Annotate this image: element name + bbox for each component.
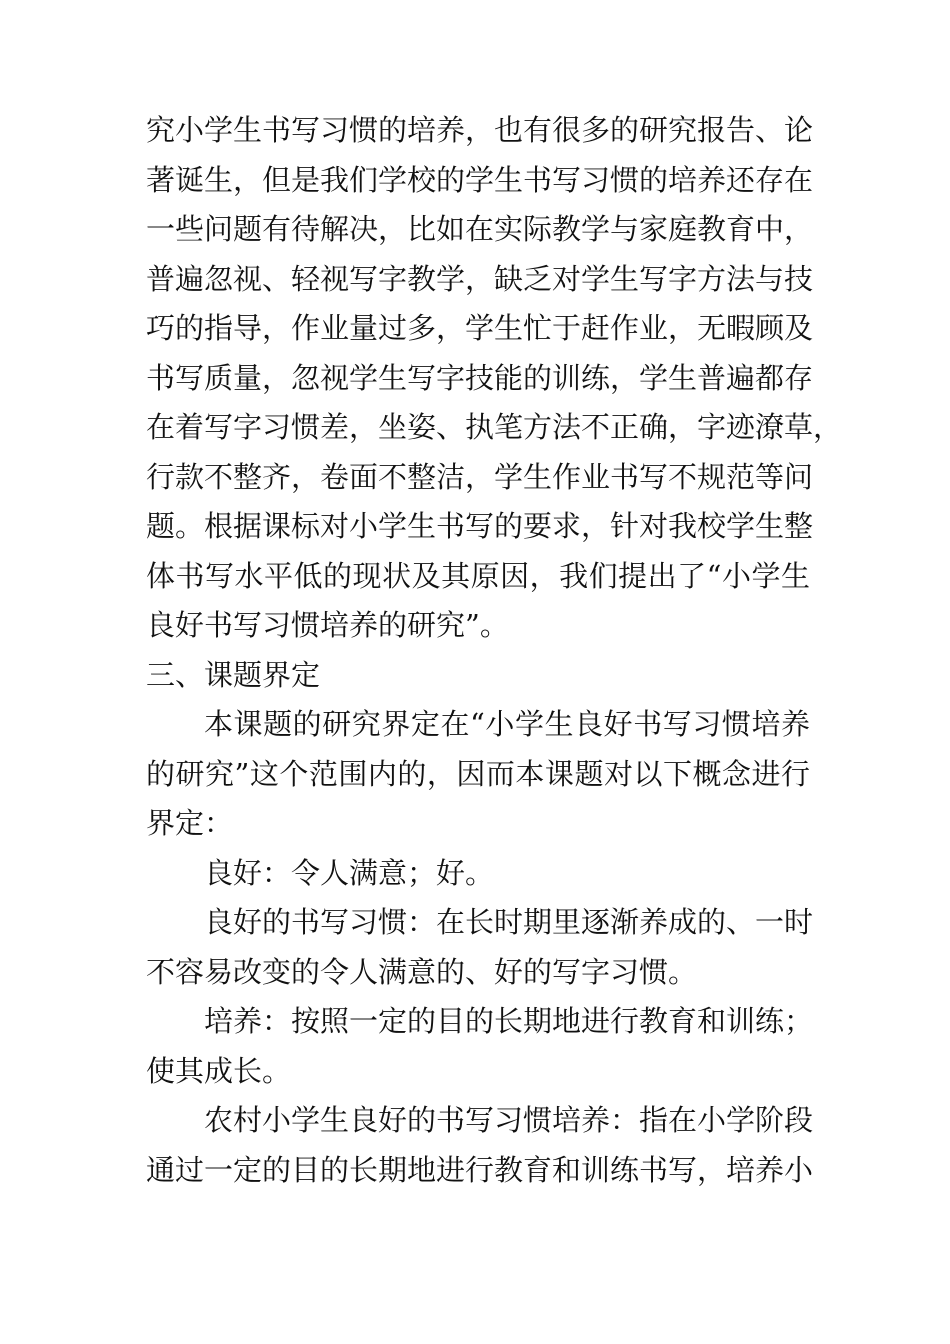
text-line: 培养：按照一定的目的长期地进行教育和训练；: [204, 1004, 814, 1038]
text-line: 农村小学生良好的书写习惯培养：指在小学阶段: [204, 1103, 814, 1137]
paragraph-2: [146, 700, 810, 849]
definition-cultivation: [146, 997, 814, 1096]
text-line: 界定：: [146, 806, 234, 840]
text-line: 巧的指导，作业量过多，学生忙于赶作业，无暇顾及: [146, 311, 814, 345]
text-line: 著诞生，但是我们学校的学生书写习惯的培养还存在: [146, 162, 814, 197]
text-line: 通过一定的目的长期地进行教育和训练书写，培养小: [146, 1152, 814, 1187]
paragraph-1: [146, 106, 843, 651]
definition-rural-pupils-habit: [146, 1096, 814, 1195]
text-line: 良好书写习惯培养的研究”。: [146, 608, 509, 642]
definition-good: 良好：令人满意；好。: [204, 855, 495, 890]
text-line: 使其成长。: [146, 1053, 292, 1088]
text-line: 一些问题有待解决，比如在实际教学与家庭教育中，: [146, 212, 814, 246]
section-heading: 三、课题界定: [146, 657, 321, 692]
text-line: 体书写水平低的现状及其原因，我们提出了“小学生: [146, 558, 810, 593]
definition-good-writing-habit: [146, 898, 814, 997]
text-line: 普遍忽视、轻视写字教学，缺乏对学生写字方法与技: [146, 261, 814, 296]
text-line: 究小学生书写习惯的培养，也有很多的研究报告、论: [146, 113, 814, 147]
text-line: 书写质量，忽视学生写字技能的训练，学生普遍都存: [146, 360, 814, 395]
text-line: 行款不整齐，卷面不整洁，学生作业书写不规范等问: [146, 459, 814, 494]
text-line: 题。根据课标对小学生书写的要求，针对我校学生整: [146, 509, 814, 543]
text-line: 本课题的研究界定在“小学生良好书写习惯培养: [204, 707, 810, 741]
text-line: 在着写字习惯差，坐姿、执笔方法不正确，字迹潦草，: [146, 410, 843, 444]
document-page: [146, 106, 843, 1195]
text-line: 良好的书写习惯：在长时期里逐渐养成的、一时: [204, 905, 814, 939]
text-line: 不容易改变的令人满意的、好的写字习惯。: [146, 954, 698, 989]
text-line: 的研究”这个范围内的，因而本课题对以下概念进行: [146, 756, 810, 791]
